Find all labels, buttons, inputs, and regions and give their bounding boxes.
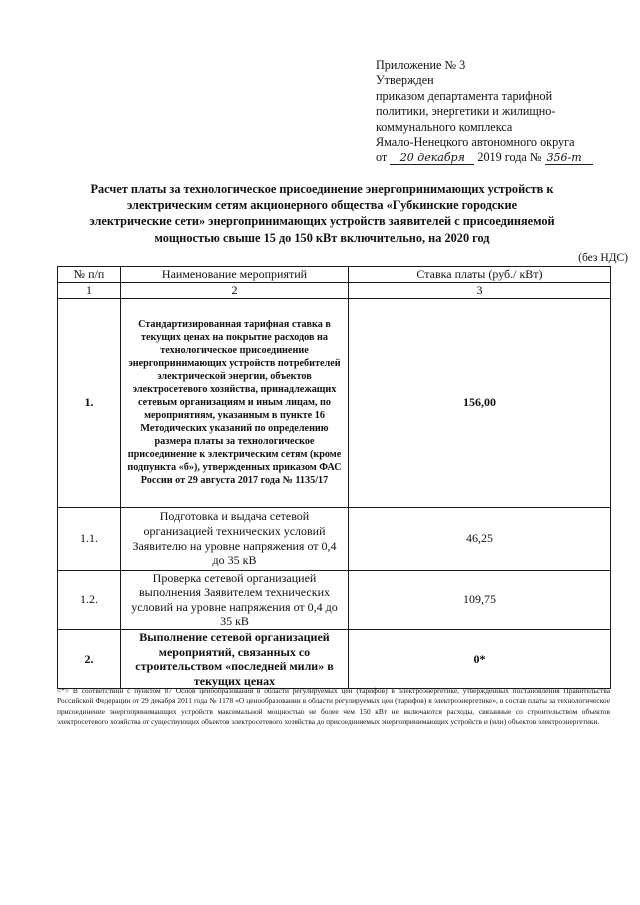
footnote: <*> В соответствии с пунктом 87 Основ ценообразования в области регулируемых цен (тарифов) в электроэнергетике, утвержденных постановления Правительства Российской Федерации от 29 декабря 2011 года № 1178 «О ценообразовании в области регулируемых цен (тарифов) в электроэнергетике», в состав платы за технологическое присоединение энергопринимающих устройств максимальной мощностью не более чем 150 кВт не включаются расходы, связанные со строительством объектов электросетевого хозяйства от существующих объектов электросетевого хозяйства до присоединяемых энергопринимающих устройств и (или) объектов электроэнергетики. (57, 686, 610, 726)
handwritten-date: 20 декабря (390, 152, 474, 165)
row-name: Проверка сетевой организацией выполнения Заявителем технических условий на уровне напряжения от 0,4 до 35 кВ (121, 570, 349, 629)
table-row (58, 629, 611, 688)
header-rate: Ставка платы (руб./ кВт) (349, 267, 611, 283)
year-label: 2019 года № (477, 150, 542, 165)
row-number: 1. (58, 298, 121, 507)
row-name: Стандартизированная тарифная ставка в текущих ценах на покрытие расходов на технологическое присоединение энергопринимающих устройств потребителей электрической энергии, объектов электросетевого хозяйства, принадлежащих сетевым организациям и иным лицам, по мероприятиям, указанным в пункте 16 Методических указаний по определению размера платы за технологическое присоединение к электрическим сетям (кроме подпункта «б»), утвержденных приказом ФАС России от 29 августа 2017 года № 1135/17 (121, 298, 349, 507)
from-label: от (376, 150, 388, 165)
row-rate: 0* (349, 629, 611, 688)
tariff-table (57, 266, 611, 689)
vat-note: (без НДС) (578, 252, 628, 264)
header-name: Наименование мероприятий (121, 267, 349, 283)
document-title: Расчет платы за технологическое присоединение энергопринимающих устройств к электрическим сетям акционерного общества «Губкинские городские электрические сети» энергопринимающих устройств заявителей с присоединяемой мощностью свыше 15 до 150 кВт включительно, на 2020 год (89, 182, 555, 245)
table-row (58, 570, 611, 629)
handwritten-order-number: 356-т (545, 152, 593, 165)
column-number: 3 (349, 283, 611, 299)
row-rate: 156,00 (349, 298, 611, 507)
approval-order-line: политики, энергетики и жилищно- (376, 104, 556, 119)
row-rate: 46,25 (349, 507, 611, 570)
approval-order-line: приказом департамента тарифной (376, 88, 553, 103)
header-number: № п/п (58, 267, 121, 283)
approved-label: Утвержден (376, 73, 434, 88)
table-row (58, 507, 611, 570)
row-name: Подготовка и выдача сетевой организацией технических условий Заявителю на уровне напряжения от 0,4 до 35 кВ (121, 507, 349, 570)
row-number: 1.1. (58, 507, 121, 570)
appendix-number: Приложение № 3 (376, 58, 466, 72)
column-number: 1 (58, 283, 121, 299)
row-rate: 109,75 (349, 570, 611, 629)
approval-block (376, 58, 626, 166)
column-number: 2 (121, 283, 349, 299)
approval-order-line: Ямало-Ненецкого автономного округа (376, 135, 575, 150)
order-date-line (376, 150, 626, 165)
row-number: 1.2. (58, 570, 121, 629)
row-number: 2. (58, 629, 121, 688)
column-number-row (58, 283, 611, 299)
row-name: Выполнение сетевой организацией мероприятий, связанных со строительством «последней мили» в текущих ценах (121, 629, 349, 688)
table-row (58, 298, 611, 507)
table-header-row (58, 267, 611, 283)
approval-order-line: коммунального комплекса (376, 119, 513, 134)
